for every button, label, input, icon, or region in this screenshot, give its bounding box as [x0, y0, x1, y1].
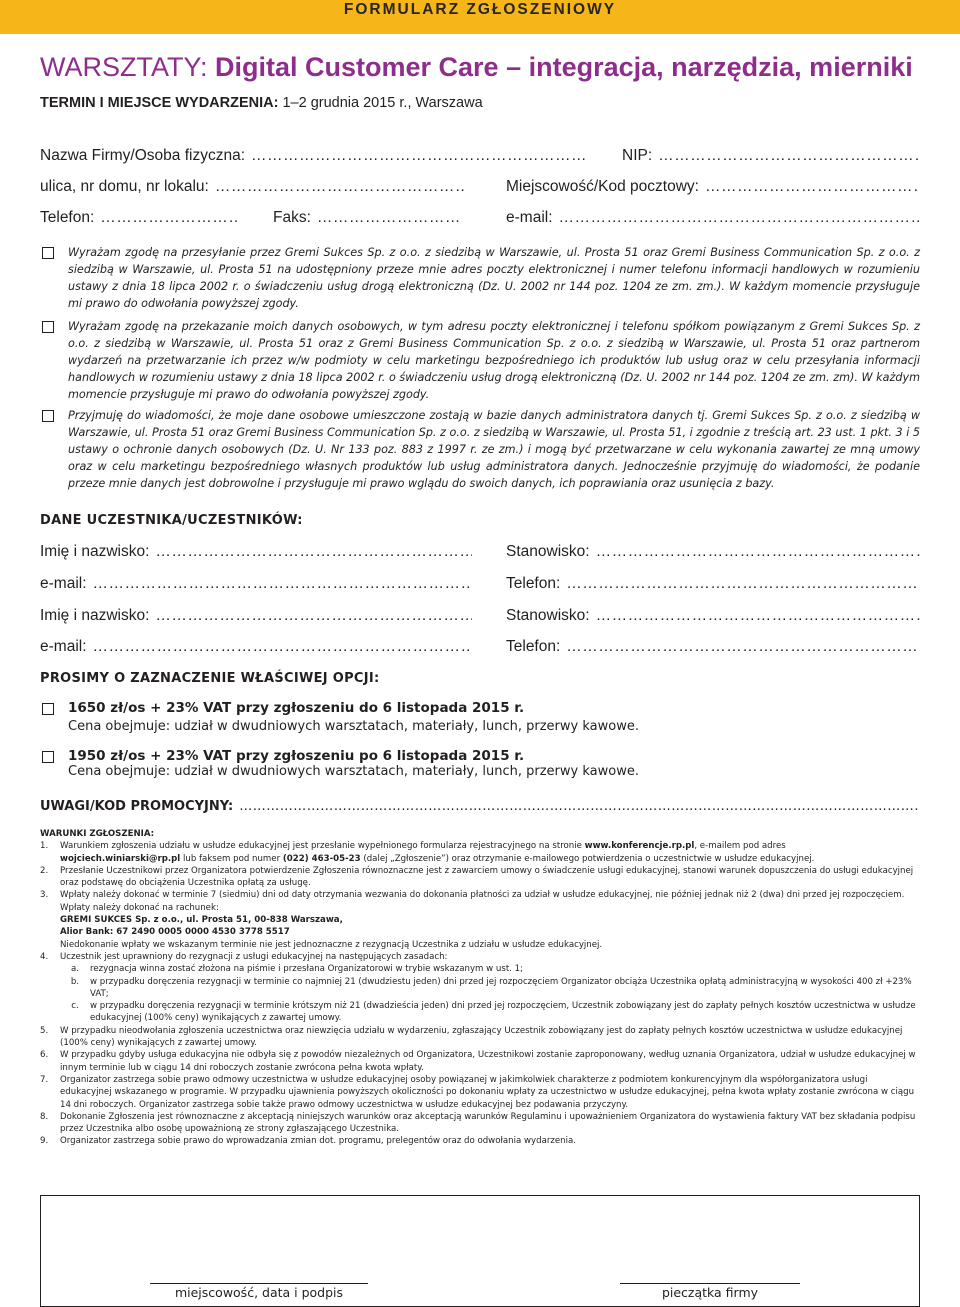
- condition-4b: [40, 976, 920, 1001]
- nip-label: NIP:: [622, 147, 653, 164]
- conditions-heading: WARUNKI ZGŁOSZENIA:: [40, 829, 155, 839]
- participant-1-phone-dots: [566, 575, 920, 593]
- consent-3-text: Przyjmuję do wiadomości, że moje dane osobowe umieszczone zostają w bazie danych administratora danych tj. Gremi Sukces Sp. z o.o. z siedzibą w Warszawie, ul. Prosta 51 oraz Gremi Business Communication Sp. z o.o. z siedzibą w Warszawie, ul. Prosta 51, i zgodnie z treścią art. 23 ust. 1 pkt. 3 i 5 ustawy o ochronie danych osobowych (Dz. U. Nr 133 poz. 883 z 1997 r. ze zm.) i mogą być przetwarzane w celu wykonania zawartej ze mną umowy oraz w celu marketingu bezpośredniego własnych produktów lub usług administratora danych. Jednocześnie przyjmuję do wiadomości, że podanie przeze mnie danych jest dobrowolne i przysługuje mi prawo wglądu do swoich danych, ich poprawiania oraz usunięcia z bazy.: [68, 409, 920, 490]
- condition-3-note: Niedokonanie wpłaty we wskazanym terminie nie jest jednoznaczne z rezygnacją Uczestnika z udziału w usłudze edukacyjnej.: [60, 939, 603, 950]
- event-date-value: 1–2 grudnia 2015 r., Warszawa: [278, 95, 483, 111]
- condition-1-email[interactable]: wojciech.winiarski@rp.pl: [60, 853, 181, 864]
- condition-8-text: Dokonanie Zgłoszenia jest równoznaczne z akceptacją niniejszych warunków oraz akceptacją warunków Regulaminu i upoważnieniem Organizatora do wystawienia faktury VAT bez składania podpisu przez Uczestnika albo osobę upoważnioną ze strony zgłaszającego Uczestnika.: [60, 1111, 916, 1135]
- company-email-field[interactable]: [506, 209, 920, 227]
- event-date-place: [40, 95, 483, 111]
- participant-2-name-label: Imię i nazwisko:: [40, 607, 150, 624]
- phone-field[interactable]: [40, 209, 240, 227]
- participant-2-email-field[interactable]: [40, 638, 472, 656]
- condition-7: [40, 1074, 920, 1111]
- participant-1-email-dots: [93, 575, 472, 593]
- participant-1-phone-label: Telefon:: [506, 575, 561, 592]
- option-2-checkbox[interactable]: [42, 751, 54, 763]
- consent-1-text: Wyrażam zgodę na przesyłanie przez Gremi Sukces Sp. z o.o. z siedzibą w Warszawie, ul. Prosta 51 oraz Gremi Business Communication Sp. z o.o. z siedzibą w Warszawie, ul. Prosta 51 na udostępniony przeze mnie adres poczty elektronicznej i numer telefonu informacji handlowych w rozumieniu ustawy z dnia 18 lipca 2002 r. o świadczeniu usług drogą elektroniczną (Dz. U. 2002 nr 144 poz. 1204 ze zm. zm.). W każdym momencie przysługuje mi prawo do odwołania powyższej zgody.: [68, 246, 920, 310]
- participant-1-name-dots: [155, 543, 472, 561]
- condition-9-text: Organizator zastrzega sobie prawo do wprowadzania zmian dot. programu, prelegentów oraz do odwołania wydarzenia.: [60, 1136, 577, 1147]
- phone-dots: [100, 209, 240, 227]
- consent-3-checkbox[interactable]: [42, 410, 54, 422]
- nip-dots: [658, 147, 920, 165]
- conditions-block: [40, 828, 920, 1148]
- condition-1-website[interactable]: www.konferencje.rp.pl: [584, 841, 695, 852]
- participant-2-phone-field[interactable]: [506, 638, 920, 656]
- condition-8: [40, 1111, 920, 1136]
- company-name-dots: [251, 147, 585, 165]
- promo-field[interactable]: [40, 799, 920, 814]
- fax-field[interactable]: [273, 209, 463, 227]
- stamp-line: [620, 1283, 800, 1284]
- condition-1-num: 1.: [40, 841, 49, 852]
- condition-9-num: 9.: [40, 1136, 49, 1147]
- participant-1-email-field[interactable]: [40, 575, 472, 593]
- participant-1-position-field[interactable]: [506, 543, 920, 561]
- city-dots: [705, 178, 920, 196]
- condition-4-num: 4.: [40, 951, 49, 962]
- condition-4a-text: rezygnacja winna zostać złożona na piśmie i przesłana Organizatorowi w trybie wskazanym w ust. 1;: [90, 964, 524, 975]
- event-title: [40, 52, 913, 83]
- condition-4a: [40, 963, 920, 975]
- fax-dots: [317, 209, 463, 227]
- participant-2-phone-label: Telefon:: [506, 638, 561, 655]
- participant-2-name-field[interactable]: [40, 607, 472, 625]
- condition-7-num: 7.: [40, 1074, 49, 1085]
- condition-9: [40, 1135, 920, 1147]
- condition-3: [40, 889, 920, 950]
- bank-account-holder: GREMI SUKCES Sp. z o.o., ul. Prosta 51, 00-838 Warszawa,: [60, 915, 343, 926]
- options-heading: PROSIMY O ZAZNACZENIE WŁAŚCIWEJ OPCJI:: [40, 671, 380, 686]
- option-2-note: Cena obejmuje: udział w dwudniowych warsztatach, materiały, lunch, przerwy kawowe.: [68, 764, 639, 779]
- condition-4c: [40, 1000, 920, 1025]
- promo-dots: [239, 799, 920, 814]
- participant-1-phone-field[interactable]: [506, 575, 920, 593]
- condition-1-text-d: (dalej „Zgłoszenie”) oraz otrzymanie e-mailowego potwierdzenia o uczestnictwie w usłudze edukacyjnej.: [360, 853, 815, 864]
- condition-4c-text: w przypadku doręczenia rezygnacji w terminie krótszym niż 21 (dwadzieścia jeden) dni przed jej rozpoczęciem, Uczestnik zobowiązany jest do zapłaty pełnych kosztów uczestnictwa w usłudze edukacyjnej (100% ceny) wynikających z zawartej umowy.: [90, 1001, 916, 1024]
- option-1-checkbox[interactable]: [42, 703, 54, 715]
- participant-1-name-field[interactable]: [40, 543, 472, 561]
- condition-1-text-c: lub faksem pod numer: [180, 853, 283, 864]
- phone-label: Telefon:: [40, 209, 95, 226]
- condition-4b-text: w przypadku doręczenia rezygnacji w terminie co najmniej 21 (dwudziestu jeden) dni przed jej rozpoczęciem Organizator obciąża Uczestnika opłatą administracyjną w wysokości 400 zł +23% VAT;: [90, 976, 912, 999]
- condition-4c-num: c.: [71, 1001, 79, 1012]
- participant-2-position-dots: [596, 607, 920, 625]
- condition-7-text: Organizator zastrzega sobie prawo odmowy uczestnictwa w usłudze edukacyjnej osoby powiązanej w jakimkolwiek charakterze z podmiotem konkurencyjnym dla współorganizatora usługi edukacyjnej wskazanego w programie. W przypadku ujawnienia powyższych okoliczności po dokonaniu wpłaty za uczestnictwo w usłudze edukacyjnej, pełna kwota wpłaty zostanie zwrócona w ciągu 14 dni roboczych. Organizator zastrzega sobie także prawo odmowy uczestnictwa w usłudze edukacyjnej bez podawania przyczyny.: [60, 1074, 915, 1110]
- participant-2-email-label: e-mail:: [40, 638, 87, 655]
- condition-4a-num: a.: [71, 964, 79, 975]
- event-title-main: Digital Customer Care – integracja, narzędzia, mierniki: [215, 52, 913, 82]
- city-field[interactable]: [506, 178, 920, 196]
- participants-heading: DANE UCZESTNIKA/UCZESTNIKÓW:: [40, 513, 303, 528]
- form-title: FORMULARZ ZGŁOSZENIOWY: [343, 1, 617, 18]
- condition-5-num: 5.: [40, 1025, 49, 1036]
- promo-label: UWAGI/KOD PROMOCYJNY:: [40, 799, 234, 814]
- event-title-prefix: WARSZTATY:: [40, 52, 215, 82]
- consent-1-checkbox[interactable]: [42, 247, 54, 259]
- condition-5: [40, 1025, 920, 1050]
- participant-1-position-dots: [596, 543, 920, 561]
- fax-label: Faks:: [273, 209, 311, 226]
- city-label: Miejscowość/Kod pocztowy:: [506, 178, 699, 195]
- participant-2-position-field[interactable]: [506, 607, 920, 625]
- street-field[interactable]: [40, 178, 465, 196]
- company-email-label: e-mail:: [506, 209, 553, 226]
- nip-field[interactable]: [622, 147, 920, 165]
- condition-6-num: 6.: [40, 1050, 49, 1061]
- condition-4-text: Uczestnik jest uprawniony do rezygnacji z usługi edukacyjnej na następujących zasadach:: [60, 951, 448, 962]
- condition-6: [40, 1049, 920, 1074]
- condition-1-text-a: Warunkiem zgłoszenia udziału w usłudze edukacyjnej jest przesłanie wypełnionego formularza rejestracyjnego na stronie: [60, 841, 585, 852]
- company-email-dots: [559, 209, 920, 227]
- condition-4: [40, 951, 920, 963]
- condition-4b-num: b.: [70, 976, 80, 987]
- condition-2-num: 2.: [40, 865, 49, 876]
- participant-1-email-label: e-mail:: [40, 575, 87, 592]
- participant-1-position-label: Stanowisko:: [506, 543, 590, 560]
- place-date-signature-label: miejscowość, data i podpis: [174, 1285, 344, 1300]
- condition-2-text: Przesłanie Uczestnikowi przez Organizatora potwierdzenie Zgłoszenia równoznaczne jest z zawarciem umowy o świadczenie usługi edukacyjnej, stanowi warunek dopuszczenia do usługi edukacyjnej oraz podstawę do obciążenia Uczestnika opłatą za usługę.: [60, 865, 914, 889]
- option-2-title: 1950 zł/os + 23% VAT przy zgłoszeniu po 6 listopada 2015 r.: [68, 748, 525, 764]
- company-stamp-label: pieczątka firmy: [661, 1285, 759, 1300]
- street-label: ulica, nr domu, nr lokalu:: [40, 178, 209, 195]
- participant-2-position-label: Stanowisko:: [506, 607, 590, 624]
- option-1-note: Cena obejmuje: udział w dwudniowych warsztatach, materiały, lunch, przerwy kawowe.: [68, 719, 639, 734]
- condition-5-text: W przypadku nieodwołania zgłoszenia uczestnictwa oraz niewzięcia udziału w wydarzeniu, zgłaszający Uczestnik zobowiązany jest do zapłaty pełnych kosztów uczestnictwa w usłudze edukacyjnej (100% ceny) wynikających z zawartej umowy.: [60, 1025, 903, 1049]
- participant-2-name-dots: [155, 607, 472, 625]
- condition-1: [40, 840, 920, 865]
- condition-1-fax: (022) 463-05-23: [282, 853, 361, 864]
- option-1-title: 1650 zł/os + 23% VAT przy zgłoszeniu do 6 listopada 2015 r.: [68, 700, 525, 716]
- condition-2: [40, 865, 920, 890]
- bank-account-number: Alior Bank: 67 2490 0005 0000 4530 3778 5517: [60, 927, 290, 938]
- condition-1-text-b: , e-mailem pod adres: [694, 841, 786, 852]
- consent-2-checkbox[interactable]: [42, 321, 54, 333]
- company-name-label: Nazwa Firmy/Osoba fizyczna:: [40, 147, 245, 164]
- participant-2-phone-dots: [566, 638, 920, 656]
- event-date-label: TERMIN I MIEJSCE WYDARZENIA:: [40, 95, 279, 111]
- company-name-field[interactable]: [40, 147, 585, 165]
- condition-6-text: W przypadku gdyby usługa edukacyjna nie odbyła się z powodów niezależnych od Organizatora, Uczestnikowi zostanie zaproponowany, według uznania Organizatora, udział w usłudze edukacyjnej w innym terminie lub w ciągu 14 dni roboczych zostanie zwrócona pełna kwota wpłaty.: [60, 1050, 916, 1073]
- participant-1-name-label: Imię i nazwisko:: [40, 543, 150, 560]
- participant-2-email-dots: [93, 638, 472, 656]
- signature-line: [150, 1283, 368, 1284]
- street-dots: [215, 178, 465, 196]
- consent-2-text: Wyrażam zgodę na przekazanie moich danych osobowych, w tym adresu poczty elektronicznej i telefonu spółkom powiązanym z Gremi Sukces Sp. z o.o. z siedzibą w Warszawie, ul. Prosta 51 oraz z Gremi Business Communication Sp. z o.o. z siedzibą w Warszawie, ul. Prosta 51 oraz partnerom wydarzeń na przetwarzanie ich przez w/w podmioty w celu marketingu bezpośredniego ich produktów lub usług oraz w celu przesyłania informacji handlowych w rozumieniu ustawy z dnia 18 lipca 2002 r. o świadczeniu usług drogą elektroniczną (Dz. U. 2002 nr 144 poz. 1204 ze zm. zm). W każdym momencie przysługuje mi prawo do odwołania powyższej zgody.: [68, 320, 920, 401]
- condition-3-text: Wpłaty należy dokonać w terminie 7 (siedmiu) dni od daty otrzymania wezwania do dokonania płatności za udział w usłudze edukacyjnej, nie później jednak niż 2 (dwa) dni przed jej rozpoczęciem. Wpłaty należy dokonać na rachunek:: [60, 890, 905, 913]
- condition-3-num: 3.: [40, 890, 49, 901]
- condition-8-num: 8.: [40, 1111, 49, 1122]
